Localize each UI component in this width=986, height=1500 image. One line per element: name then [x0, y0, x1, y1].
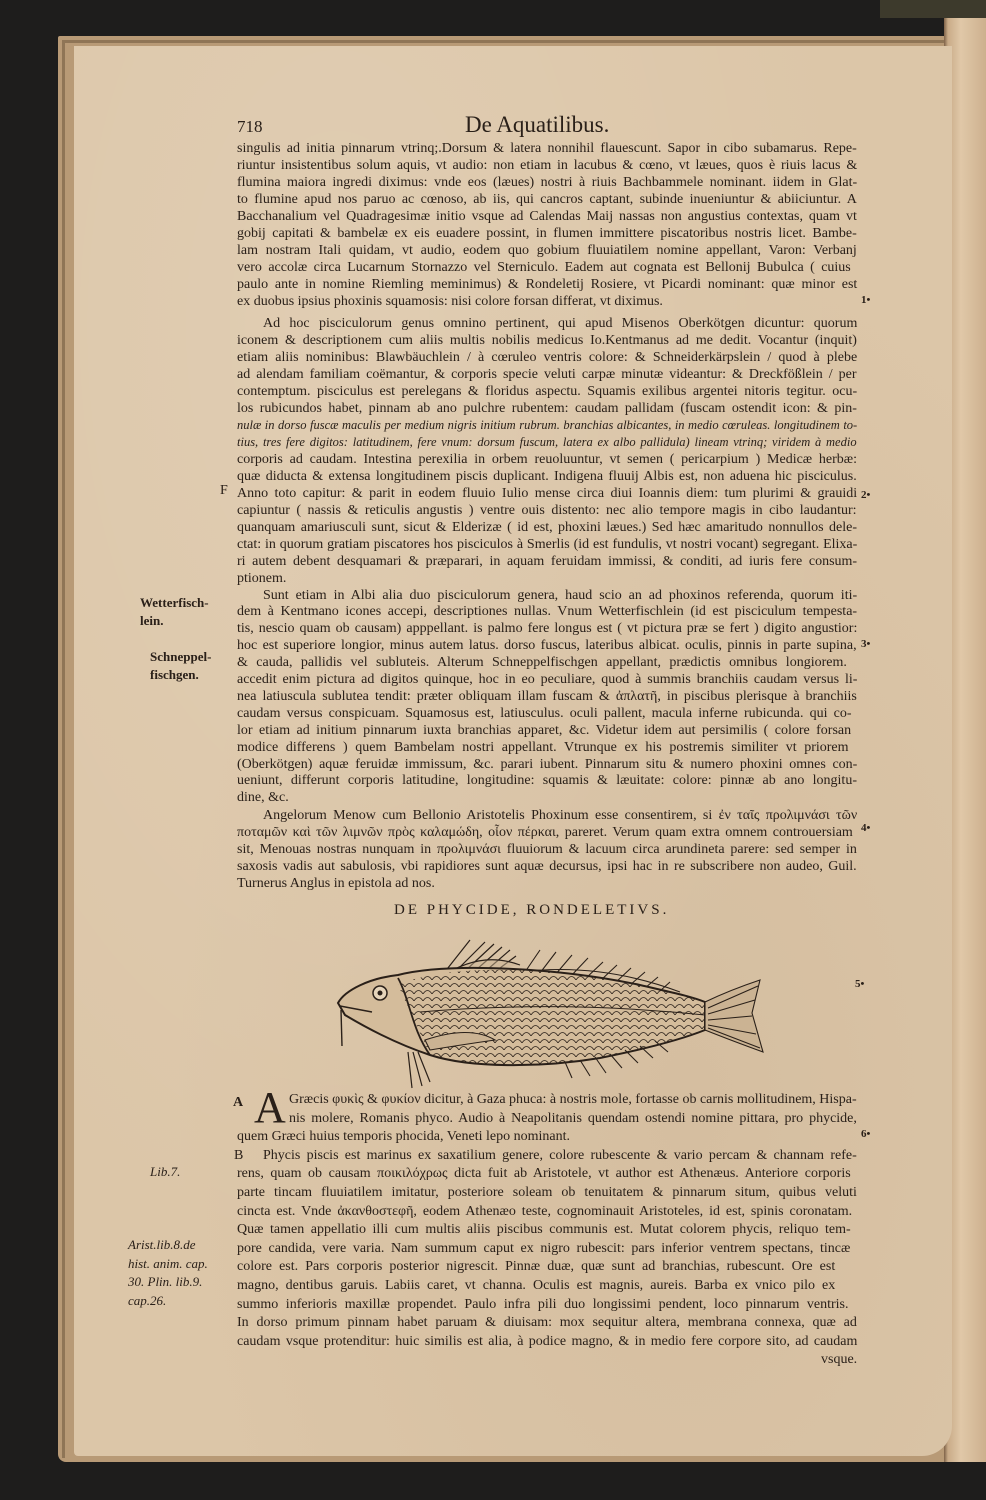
text-line: hoc est superiore longior, minus autem latus. dorso fuscus, lateribus albicat. oculis, pinnis in parte supina, [237, 638, 857, 654]
running-title: De Aquatilibus. [465, 112, 610, 137]
section-letter-a: A [233, 1095, 244, 1110]
text-line: ctat: in quorum gratiam piscatores hos pisciculos à Smerlis (id est fundulis, vt nostri vocant) segregant. Elixa- [237, 536, 858, 552]
text-line: pore candida, vere varia. Nam summum caput ex nigro rubescit: pars inferior ventrem spectans, tincæ [237, 1240, 851, 1256]
text-line: contemptum. pisciculus est perelegans & floridus aspectu. Squamis exilibus argentei nitoris tegitur. ocu- [237, 383, 858, 399]
text-line: magno, dentibus garuis. Labiis caret, vt channa. Oculis est magnis, aureis. Barba ex vnico pilo ex [237, 1277, 836, 1293]
text-line: paulo ante in nomine Riemling meminimus) & Rondeletij Rosiere, vt Picardi nominant: quæ minor est [237, 277, 858, 293]
text-line: Græcis φυκὶς & φυκίον dicitur, à Gaza phuca: à nostris mole, fortasse ob carnis mollitudinem, Hispa- [289, 1092, 857, 1107]
chin-barbel [341, 1010, 342, 1046]
text-line: quem Græci huius temporis phocida, Veneti lepo nominant. [237, 1129, 570, 1145]
pelvic-rays [408, 1052, 430, 1088]
margin-note-lib7: Lib.7. [150, 1164, 181, 1179]
text-line: Sunt etiam in Albi alia duo pisciculorum genera, haud scio an ad phoxinos referenda, quorum iti- [263, 587, 858, 603]
text-line: dine, &c. [237, 790, 289, 806]
text-line: modice differens ) quem Bambelam nostri appellant. Vtrunque ex his postremis similiter vt priorem [237, 739, 849, 755]
text-line: los rubicundos habet, pinnam ab ano pulchre rubentem: caudam pallidam (fuscam ostendit icon: & pin- [237, 400, 857, 416]
line-marker-50: 5• [855, 978, 865, 990]
margin-note-line: lein. [140, 613, 164, 628]
margin-note-line: cap.26. [128, 1292, 167, 1308]
text-line: gobij capitati & bambelæ ex eis euadere possint, in flumen immittere piscatoribus nostris licet. Bambe- [237, 226, 857, 241]
text-line: iconem & descriptionem cum aliis multis nobilis medicus Io.Kentmanus ad me dedit. Vocantur (inquit) [237, 332, 857, 348]
text-line: ri autem debent desquamari & præparari, in aquam feruidam immissi, & conditi, ad iuris fere consum- [237, 553, 858, 569]
text-line: caudam vsque protenditur: huic similis est alia, à podice magno, & in medio fere corpore sito, ad caudam [237, 1333, 858, 1349]
text-line: vero accolæ circa Lucarnum Stornazzo vel Sterniculo. Eadem aut cognata est Bellonij Bubulca ( cuius [237, 260, 851, 276]
text-line: nis molere, Romanis phyco. Audio à Neapolitanis quendam ostendi nomine pittara, pro phycide, [289, 1110, 857, 1126]
text-line: ποταμῶν καὶ τῶν λιμνῶν πρὸς καλαμώδη, οἷον πέρκαι, pareret. Verum quam extra omnem controuersiam [237, 824, 853, 840]
section-letter-f: F [220, 483, 228, 498]
text-line: ptionem. [237, 570, 287, 586]
text-line: colore est. Pars corporis posterior nigrescit. Pinnæ duæ, quæ sunt ad branchias, rubescunt. Ore est [237, 1259, 836, 1275]
text-line: Angelorum Menow cum Bellonio Aristotelis Phoxinum esse consentirem, si ἐν ταῖς προλιμνάσι τῶν [263, 807, 858, 823]
margin-note-line: Schneppel- [150, 649, 212, 664]
fish-pupil [378, 991, 383, 996]
tail-fin [705, 980, 763, 1052]
line-marker-60: 6• [861, 1128, 871, 1140]
text-line: rens, quam ob causam ποικιλόχρως dicta fuit ab Aristotele, vt author est Athenæus. Anteriore corporis [237, 1166, 851, 1182]
text-line: accedit enim pictura ad digitos quinque, hoc in eo peculiare, quod à summis branchiis caudam versus li- [237, 672, 858, 687]
text-line: singulis ad initia pinnarum vtrinq;.Dorsum & latera nonnihil flauescunt. Sapor in cibo subamarus. Repe- [237, 140, 857, 156]
text-line: summo inferioris maxillæ propendet. Paulo infra pili duo longissimi pendent, loco pinnarum ventris. [237, 1296, 849, 1312]
drop-cap: A [254, 1083, 286, 1132]
text-line: flumina maiora ingredi diximus: vnde eos (læues) nostri à riuis Bachbammele nominant. iidem in Glat- [237, 174, 858, 190]
text-line: Turnerus Anglus in epistola ad nos. [237, 875, 435, 891]
margin-note-line: fischgen. [150, 667, 199, 682]
section-letter-b: B [234, 1148, 244, 1163]
text-line: nea latiuscula sublutea tendit: præter obliquam illam fuscam & ἀπλατῆ, in piscibus plerisque à branchiis [237, 688, 857, 704]
section-heading: DE PHYCIDE, RONDELETIVS. [394, 902, 670, 918]
text-line: Quæ tamen appellatio illi cum multis aliis piscibus communis est. Mutat colorem phycis, reliquo tem- [237, 1222, 851, 1238]
text-line: capiuntur ( nassis & reticulis angustis ) ventre ouis distento: nec alio tempore magis in cibo laudantur: [237, 502, 857, 518]
text-line: to flumine apud nos paruo ac cœnoso, ab iis, qui cancros captant, subinde inueniuntur & abiiciuntur. A [237, 191, 857, 207]
text-line: sit, Menouas nostras nunquam in προλιμνάσι fluuiorum & lacuum circa arundineta parere: sed semper in [237, 841, 857, 857]
text-line: Phycis piscis est marinus ex saxatilium genere, colore rubescente & vario percam & channam refe- [263, 1147, 857, 1163]
margin-note-line: Arist.lib.8.de [128, 1237, 196, 1252]
text-line: ad alendam familiam coëmantur, & corporis specie veluti carpæ minutæ videantur: & Dreckfößlein / per [237, 366, 857, 382]
text-line: Anno toto capitur: & parit in eodem fluuio Iulio mense circa diui Ioannis diem: tum plurimi & grauidi [237, 485, 858, 501]
margin-note-line: 30. Plin. lib.9. [128, 1274, 203, 1290]
page-number: 718 [237, 117, 263, 136]
text-line: corporis ad caudam. Intestina perexilia in orbem reuoluuntur, vt semen ( pericarpium ) Medicæ herbæ: [237, 451, 858, 467]
text-line: ex duobus ipsius phoxinis squamosis: nisi colore forsan differat, vt diximus. [237, 294, 663, 310]
text-line: tis, nescio quam ob causam) apppellant. is palmo fere longus est ( vt pictura præ se fert ) digito angustior: [237, 621, 858, 637]
margin-note-line: hist. anim. cap. [128, 1255, 208, 1271]
text-line: saxosis vadis aut sabulosis, vbi rapidiores sunt aquæ decursus, ipsi hac in re subscribere non audeo, Guil. [237, 858, 857, 874]
line-marker-30: 3• [861, 638, 871, 650]
text-line: parte tincam fluuiatilem imitatur, posteriore soleam ob tenuitatem & pinnarum situm, quibus veluti [237, 1184, 857, 1200]
text-line: & cauda, pallidis vel subluteis. Alterum Schneppelfischgen appellant, prædictis omnibus longiorem. [237, 655, 847, 671]
text-line: In dorso primum pinnam habet paruam & diuisam: mox sequitur altera, membrana connexa, quæ ad [237, 1315, 857, 1331]
line-marker-10: 1• [861, 294, 871, 306]
text-line: quanquam amariusculi sunt, sicut & Elderizæ ( id est, phoxini læues.) Sed hæc amaritudo nonnullos dele- [237, 519, 858, 535]
text-line: lam nostram Itali quidam, vt audio, eodem quo gobium fluuiatilem nomine appellant, Varon: Verbanj [237, 243, 857, 259]
fish-scales [395, 960, 715, 1070]
text-line: cincta est. Vnde ἀκανθοστεφῆ, eodem Athenæo teste, cognominauit Aristoteles, id est, spinis coronatam. [237, 1203, 853, 1219]
text-line: Ad hoc pisciculorum genus omnino pertinent, qui apud Misenos Oberkötgen dicuntur: quorum [263, 315, 858, 331]
text-line: lor etiam ad initium pinnarum iuxta branchias apparet, &c. Videtur idem aut persimilis ( colore forsan [237, 722, 852, 738]
text-line: Bacchanalium vel Quadragesimæ initio vsque ad Calendas Maij nassas non angustius contextas, quam vt [237, 208, 857, 224]
line-marker-40: 4• [861, 822, 871, 834]
text-line: tius, tres fere digitos: latitudinem, fere vnum: dorsum fuscum, latera ex albo pallidula) lineam vtrinq; viridem à medio [237, 434, 857, 449]
text-line: caudam versus conspicuam. Squamosus est, latiusculus. oculi pallent, macula inferne rubicunda. qui co- [237, 705, 852, 721]
text-line: riuntur insistentibus solum aquis, vt audio: non etiam in lacubus & cœno, vt læues, quos è riuis lacus & [237, 157, 858, 173]
text-line: quæ diducta & extensa longitudinem piscis duplicant. Indigena fluuij Albis est, non aduena hic pisciculus. [237, 468, 857, 484]
margin-note-line: Wetterfisch- [140, 595, 209, 610]
line-marker-20: 2• [861, 489, 871, 501]
text-line: (Oberkötgen) aquæ feruidæ immissum, &c. parari iubent. Pinnarum situ & numero phoxini omnes con- [237, 756, 858, 772]
text-line: vsque. [821, 1352, 858, 1368]
text-line: ueniunt, differunt corporis latitudine, longitudine: squamis & læuitate: colore: pinnæ ab ano longitu- [237, 773, 857, 789]
text-line: etiam aliis nominibus: Blawbäuchlein / à cœruleo ventris colore: & Schneiderkärpslein / quod à plebe [237, 349, 858, 365]
text-line: nulæ in dorso fuscæ maculis per medium nigris initium rubrum. branchias albicantes, in medio cœruleas. longitudinem to- [237, 417, 858, 432]
text-line: dem à Kentmano icones accepi, descriptiones nullas. Vnum Wetterfischlein (id est pisciculum tempesta- [237, 604, 858, 620]
